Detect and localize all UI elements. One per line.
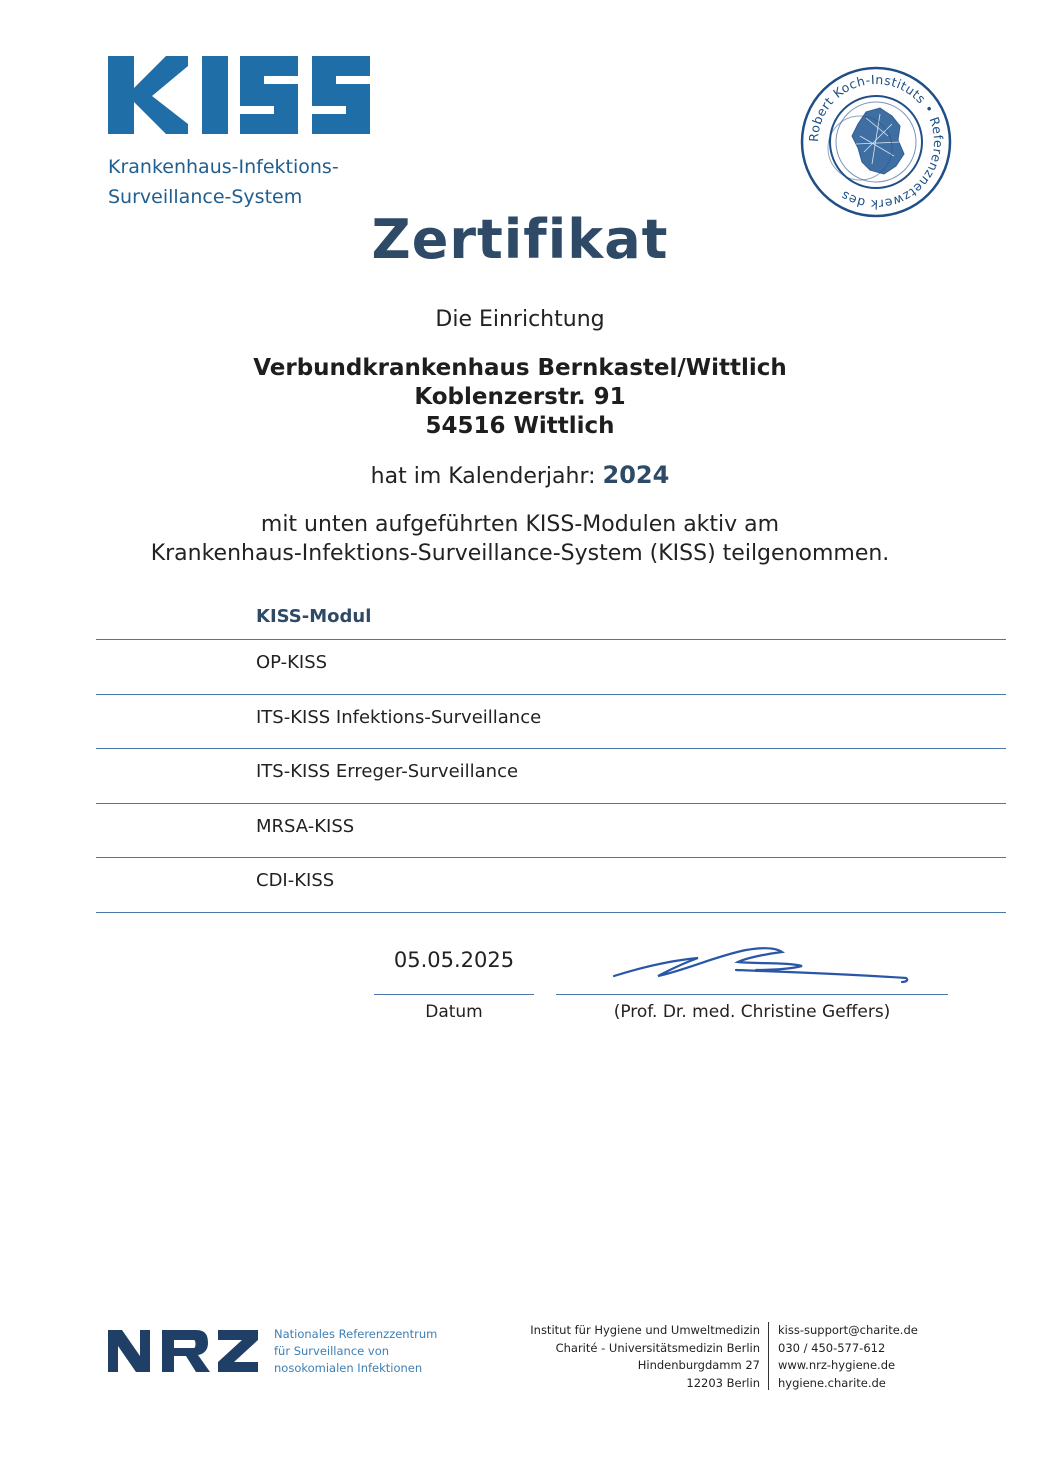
seal-text: Robert Koch-Instituts • Referenznetzwerk des	[805, 71, 947, 213]
contact-email: kiss-support@charite.de	[778, 1323, 918, 1337]
address-line4: 12203 Berlin	[686, 1375, 760, 1390]
certificate-title: Zertifikat	[371, 208, 669, 271]
module-name: MRSA-KISS	[256, 815, 355, 837]
contact-web1: www.nrz-hygiene.de	[778, 1358, 896, 1372]
address-line3: Hindenburgdamm 27	[637, 1358, 760, 1372]
kiss-subtitle-line1: Krankenhaus-Infektions-	[108, 156, 339, 178]
module-row	[96, 804, 1006, 859]
institution-name: Verbundkrankenhaus Bernkastel/Wittlich	[253, 355, 787, 381]
nrz-line3: nosokomialen Infektionen	[274, 1361, 423, 1375]
year-line	[0, 461, 1040, 489]
module-row	[96, 749, 1006, 804]
nrz-logo	[108, 1326, 260, 1376]
contact-info	[778, 1322, 918, 1392]
date-rule	[374, 994, 534, 995]
module-name: ITS-KISS Infektions-Surveillance	[256, 706, 542, 728]
nrz-description	[274, 1326, 437, 1377]
institution-street: Koblenzerstr. 91	[414, 384, 626, 410]
module-header-label: KISS-Modul	[256, 606, 372, 627]
handwritten-signature	[606, 936, 916, 988]
date-label: Datum	[425, 1002, 483, 1022]
module-row	[96, 858, 1006, 913]
nrz-line2: für Surveillance von	[274, 1344, 390, 1358]
kiss-logo	[108, 56, 378, 134]
signer-name: (Prof. Dr. med. Christine Geffers)	[613, 1002, 891, 1022]
nrz-line1: Nationales Referenzzentrum	[274, 1327, 438, 1341]
contact-web2: hygiene.charite.de	[778, 1375, 886, 1390]
signature-rule	[556, 994, 948, 995]
module-row	[96, 695, 1006, 750]
contact-phone: 030 / 450-577-612	[778, 1340, 886, 1355]
institute-address	[500, 1322, 760, 1392]
statement-line2: Krankenhaus-Infektions-Surveillance-System (KISS) teilgenommen.	[150, 541, 890, 566]
address-line2: Charité - Universitätsmedizin Berlin	[555, 1340, 760, 1355]
footer-divider	[768, 1322, 769, 1390]
institution-city: 54516 Wittlich	[425, 413, 615, 439]
module-table-header	[96, 600, 1006, 640]
rki-seal-icon	[800, 66, 952, 218]
year-value: 2024	[602, 461, 670, 489]
kiss-subtitle	[108, 152, 339, 212]
kiss-subtitle-line2: Surveillance-System	[108, 186, 303, 208]
date-value: 05.05.2025	[393, 948, 515, 972]
year-label: hat im Kalenderjahr:	[370, 464, 596, 489]
intro-text: Die Einrichtung	[435, 307, 605, 332]
institution-block	[0, 354, 1040, 441]
module-name: CDI-KISS	[256, 870, 335, 891]
module-row	[96, 640, 1006, 695]
module-name: OP-KISS	[256, 652, 328, 673]
module-name: ITS-KISS Erreger-Surveillance	[256, 761, 519, 782]
statement	[0, 510, 1040, 568]
statement-line1: mit unten aufgeführten KISS-Modulen aktiv am	[260, 512, 780, 537]
module-table	[96, 600, 1006, 913]
address-line1: Institut für Hygiene und Umweltmedizin	[530, 1323, 760, 1337]
